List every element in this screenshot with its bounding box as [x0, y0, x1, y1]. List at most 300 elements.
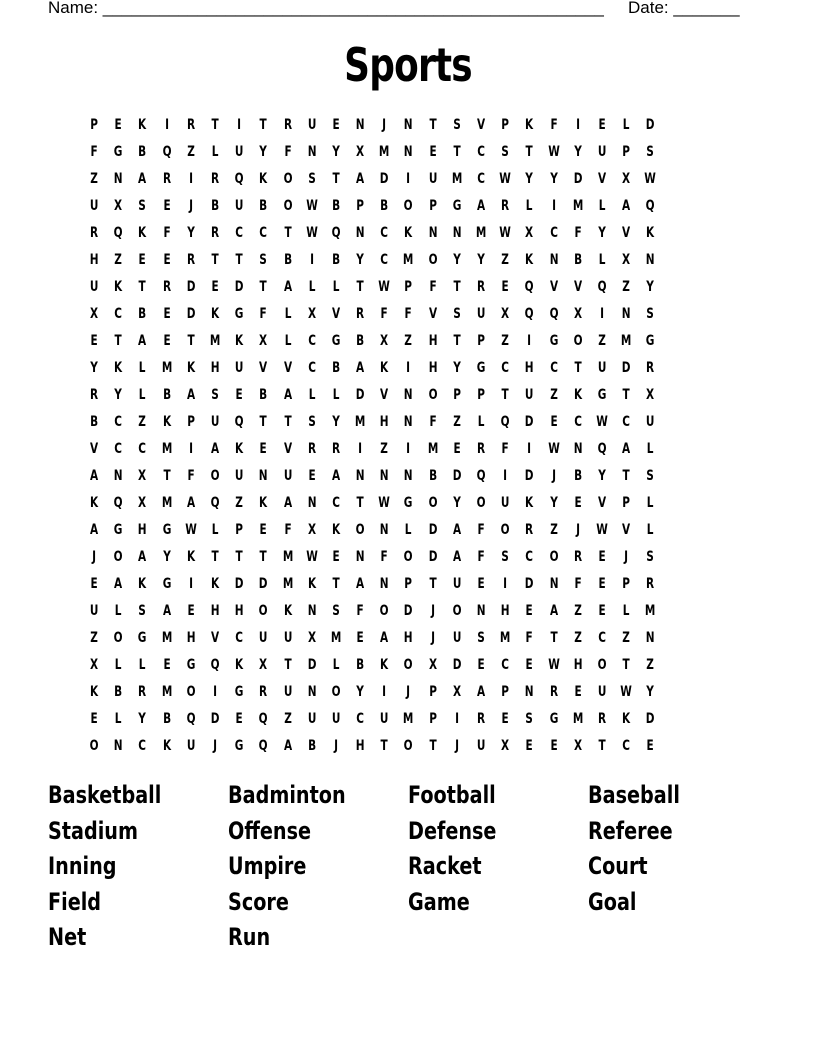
- grid-letter: K: [259, 494, 268, 511]
- grid-letter: W: [499, 170, 512, 187]
- grid-letter: A: [356, 359, 365, 376]
- grid-letter: W: [644, 170, 657, 187]
- grid-letter: K: [622, 710, 631, 727]
- grid-letter: G: [597, 386, 607, 403]
- grid-letter: X: [646, 386, 655, 403]
- grid-letter: L: [332, 386, 340, 403]
- grid-letter: D: [646, 710, 655, 727]
- grid-letter: K: [573, 386, 582, 403]
- grid-letter: D: [210, 710, 220, 727]
- grid-letter: P: [428, 197, 437, 214]
- grid-letter: K: [210, 575, 220, 592]
- grid-letter: X: [525, 224, 534, 241]
- grid-letter: Z: [90, 629, 98, 646]
- grid-letter: J: [454, 737, 459, 754]
- grid-letter: Q: [597, 440, 607, 457]
- grid-letter: X: [573, 305, 582, 322]
- grid-letter: I: [503, 575, 508, 592]
- grid-letter: U: [283, 467, 292, 484]
- grid-letter: N: [452, 224, 462, 241]
- grid-letter: O: [428, 251, 438, 268]
- grid-letter: Y: [453, 494, 461, 511]
- grid-letter: R: [90, 386, 99, 403]
- grid-letter: E: [477, 575, 485, 592]
- grid-letter: B: [138, 305, 147, 322]
- grid-letter: R: [162, 278, 171, 295]
- grid-letter: J: [334, 737, 338, 754]
- grid-letter: S: [525, 710, 534, 727]
- grid-letter: Y: [549, 494, 558, 511]
- grid-letter: C: [307, 332, 316, 349]
- grid-letter: N: [549, 251, 559, 268]
- grid-letter: N: [404, 413, 413, 430]
- grid-letter: A: [452, 548, 461, 565]
- grid-letter: E: [114, 116, 122, 133]
- grid-letter: Y: [574, 143, 582, 160]
- grid-letter: I: [575, 116, 580, 133]
- grid-letter: Y: [453, 359, 461, 376]
- grid-letter: T: [429, 575, 437, 592]
- grid-letter: C: [573, 413, 582, 430]
- grid-letter: B: [114, 683, 123, 700]
- grid-row: [82, 354, 734, 381]
- grid-letter: A: [477, 683, 486, 700]
- grid-letter: Z: [574, 629, 582, 646]
- grid-letter: S: [646, 143, 655, 160]
- grid-letter: T: [259, 278, 267, 295]
- grid-letter: E: [163, 251, 171, 268]
- grid-letter: K: [331, 521, 341, 538]
- grid-letter: Y: [549, 170, 558, 187]
- grid-letter: S: [138, 602, 147, 619]
- grid-letter: O: [428, 494, 438, 511]
- grid-letter: G: [162, 575, 171, 592]
- grid-letter: E: [525, 737, 534, 754]
- grid-letter: G: [331, 332, 341, 349]
- grid-letter: G: [476, 359, 486, 376]
- grid-letter: X: [138, 494, 147, 511]
- grid-letter: G: [186, 656, 196, 673]
- grid-letter: F: [550, 116, 558, 133]
- grid-letter: O: [597, 656, 607, 673]
- grid-row: [82, 489, 734, 516]
- grid-letter: K: [114, 359, 123, 376]
- grid-letter: Y: [90, 359, 98, 376]
- grid-letter: F: [429, 278, 437, 295]
- grid-letter: F: [404, 305, 413, 322]
- grid-letter: S: [453, 305, 461, 322]
- grid-letter: Y: [453, 251, 461, 268]
- grid-letter: Z: [598, 332, 606, 349]
- grid-letter: M: [161, 359, 172, 376]
- grid-letter: F: [283, 521, 292, 538]
- grid-letter: C: [356, 710, 365, 727]
- grid-letter: U: [89, 602, 99, 619]
- grid-letter: W: [305, 197, 318, 214]
- grid-letter: U: [476, 737, 486, 754]
- grid-letter: L: [526, 197, 533, 214]
- grid-letter: U: [331, 710, 341, 727]
- grid-letter: G: [234, 737, 244, 754]
- grid-letter: C: [622, 737, 631, 754]
- grid-letter: H: [404, 629, 413, 646]
- grid-letter: O: [355, 521, 365, 538]
- grid-letter: P: [235, 521, 244, 538]
- page-title: Sports: [344, 38, 472, 92]
- grid-letter: Q: [549, 305, 559, 322]
- grid-letter: R: [331, 440, 341, 457]
- grid-letter: T: [259, 116, 267, 133]
- grid-letter: B: [162, 386, 171, 403]
- grid-letter: M: [451, 170, 463, 187]
- grid-letter: D: [259, 575, 268, 592]
- grid-letter: H: [355, 737, 365, 754]
- grid-letter: U: [89, 278, 99, 295]
- grid-letter: T: [235, 251, 243, 268]
- grid-row: [82, 408, 734, 435]
- grid-letter: F: [187, 467, 195, 484]
- grid-letter: L: [647, 521, 654, 538]
- grid-letter: T: [332, 575, 340, 592]
- grid-letter: K: [525, 116, 534, 133]
- grid-letter: T: [114, 332, 122, 349]
- grid-letter: T: [525, 143, 534, 160]
- grid-letter: F: [429, 413, 437, 430]
- grid-letter: X: [622, 170, 631, 187]
- word-list: [48, 778, 788, 956]
- word-list-item: Inning: [48, 852, 117, 880]
- grid-letter: U: [89, 197, 99, 214]
- grid-letter: P: [501, 116, 510, 133]
- grid-letter: M: [161, 629, 172, 646]
- word-list-item: Goal: [588, 887, 637, 916]
- grid-letter: A: [283, 494, 292, 511]
- grid-letter: S: [332, 602, 340, 619]
- grid-letter: T: [453, 332, 461, 349]
- grid-letter: I: [164, 116, 169, 133]
- grid-letter: I: [188, 440, 193, 457]
- grid-letter: E: [187, 602, 195, 619]
- grid-letter: X: [501, 737, 510, 754]
- grid-letter: Z: [235, 494, 244, 511]
- grid-letter: S: [307, 413, 316, 430]
- grid-letter: L: [622, 116, 630, 133]
- grid-letter: H: [525, 359, 534, 376]
- grid-letter: C: [380, 224, 389, 241]
- grid-letter: R: [138, 683, 147, 700]
- grid-letter: M: [282, 575, 293, 592]
- grid-letter: Q: [500, 413, 510, 430]
- grid-letter: N: [307, 143, 317, 160]
- grid-letter: N: [404, 467, 413, 484]
- grid-letter: W: [378, 494, 391, 511]
- grid-letter: H: [210, 359, 220, 376]
- grid-letter: D: [186, 305, 196, 322]
- grid-letter: A: [452, 521, 461, 538]
- grid-letter: I: [237, 116, 242, 133]
- grid-letter: Z: [574, 602, 582, 619]
- grid-letter: V: [331, 305, 341, 322]
- grid-letter: E: [356, 629, 364, 646]
- grid-letter: C: [501, 359, 510, 376]
- grid-letter: V: [477, 116, 486, 133]
- grid-letter: Y: [598, 224, 606, 241]
- grid-letter: P: [428, 710, 437, 727]
- grid-letter: G: [234, 683, 244, 700]
- grid-letter: I: [503, 467, 508, 484]
- grid-letter: K: [235, 332, 244, 349]
- grid-letter: M: [403, 251, 414, 268]
- grid-row: [82, 273, 734, 300]
- grid-letter: N: [476, 602, 486, 619]
- grid-letter: D: [234, 278, 244, 295]
- grid-letter: D: [573, 170, 583, 187]
- grid-letter: P: [501, 683, 510, 700]
- grid-letter: D: [355, 386, 365, 403]
- grid-letter: E: [477, 656, 485, 673]
- grid-letter: Z: [453, 413, 461, 430]
- grid-letter: H: [234, 602, 244, 619]
- grid-row: [82, 651, 734, 678]
- word-list-item: Football: [408, 781, 496, 809]
- grid-letter: B: [331, 251, 340, 268]
- grid-letter: G: [234, 305, 244, 322]
- grid-letter: A: [186, 386, 195, 403]
- grid-letter: R: [573, 548, 582, 565]
- grid-letter: H: [428, 332, 438, 349]
- grid-letter: I: [188, 575, 193, 592]
- grid-letter: E: [598, 575, 606, 592]
- grid-letter: B: [307, 737, 316, 754]
- grid-letter: O: [89, 737, 99, 754]
- word-list-item: Field: [48, 887, 102, 916]
- grid-letter: M: [161, 440, 172, 457]
- grid-letter: V: [283, 359, 292, 376]
- grid-row: [82, 435, 734, 462]
- grid-letter: R: [549, 683, 558, 700]
- grid-letter: K: [525, 494, 534, 511]
- grid-letter: O: [404, 548, 413, 565]
- grid-letter: W: [499, 224, 512, 241]
- grid-letter: T: [163, 467, 171, 484]
- word-list-item: Racket: [408, 852, 482, 880]
- grid-letter: T: [453, 143, 461, 160]
- grid-letter: N: [428, 224, 438, 241]
- grid-letter: L: [332, 278, 340, 295]
- grid-letter: E: [525, 656, 534, 673]
- grid-letter: J: [406, 683, 411, 700]
- grid-letter: H: [573, 656, 583, 673]
- grid-letter: A: [90, 467, 99, 484]
- grid-letter: T: [259, 548, 267, 565]
- grid-letter: C: [114, 305, 123, 322]
- grid-letter: D: [379, 170, 389, 187]
- grid-letter: X: [307, 521, 316, 538]
- grid-letter: B: [380, 197, 389, 214]
- grid-letter: Q: [645, 197, 655, 214]
- grid-letter: I: [188, 170, 193, 187]
- grid-letter: S: [138, 197, 147, 214]
- grid-letter: S: [501, 548, 510, 565]
- grid-letter: D: [621, 359, 631, 376]
- grid-letter: L: [647, 494, 654, 511]
- grid-letter: O: [113, 548, 123, 565]
- grid-letter: K: [235, 656, 244, 673]
- grid-letter: E: [163, 197, 171, 214]
- grid-letter: U: [234, 467, 244, 484]
- grid-letter: P: [186, 413, 195, 430]
- grid-letter: T: [622, 656, 630, 673]
- grid-letter: N: [646, 629, 655, 646]
- grid-letter: N: [355, 467, 365, 484]
- grid-letter: E: [550, 413, 558, 430]
- grid-letter: U: [259, 629, 268, 646]
- grid-letter: T: [550, 629, 558, 646]
- word-list-item: Court: [588, 852, 648, 880]
- grid-letter: L: [114, 602, 122, 619]
- grid-letter: E: [550, 737, 558, 754]
- grid-letter: U: [501, 494, 510, 511]
- grid-letter: U: [186, 737, 196, 754]
- grid-letter: P: [404, 278, 413, 295]
- grid-letter: R: [356, 305, 365, 322]
- grid-letter: F: [501, 440, 509, 457]
- grid-letter: W: [620, 683, 633, 700]
- grid-letter: Y: [332, 413, 340, 430]
- grid-letter: O: [452, 602, 462, 619]
- grid-letter: U: [476, 305, 486, 322]
- grid-letter: O: [113, 629, 123, 646]
- grid-letter: S: [477, 629, 485, 646]
- grid-letter: G: [113, 521, 123, 538]
- grid-letter: L: [477, 413, 485, 430]
- grid-letter: M: [572, 197, 584, 214]
- grid-letter: L: [405, 521, 412, 538]
- grid-letter: C: [549, 224, 558, 241]
- grid-letter: B: [283, 251, 292, 268]
- grid-letter: K: [186, 548, 195, 565]
- grid-letter: E: [163, 332, 171, 349]
- grid-letter: F: [574, 224, 582, 241]
- grid-letter: U: [307, 116, 317, 133]
- grid-letter: O: [283, 170, 293, 187]
- grid-row: [82, 300, 734, 327]
- grid-letter: Q: [162, 143, 172, 160]
- grid-letter: C: [138, 440, 147, 457]
- grid-row: [82, 570, 734, 597]
- grid-letter: N: [573, 440, 583, 457]
- grid-letter: O: [186, 683, 196, 700]
- grid-letter: T: [211, 251, 219, 268]
- grid-letter: T: [235, 548, 243, 565]
- grid-letter: A: [283, 278, 292, 295]
- grid-letter: Z: [138, 413, 147, 430]
- grid-letter: I: [454, 710, 459, 727]
- grid-letter: E: [163, 656, 171, 673]
- grid-letter: K: [259, 170, 268, 187]
- grid-letter: T: [622, 467, 630, 484]
- grid-letter: D: [234, 575, 244, 592]
- grid-letter: Z: [646, 656, 655, 673]
- grid-letter: E: [235, 386, 243, 403]
- grid-letter: F: [283, 143, 292, 160]
- grid-letter: J: [551, 467, 556, 484]
- grid-letter: N: [646, 251, 655, 268]
- grid-letter: G: [452, 197, 462, 214]
- grid-letter: T: [284, 656, 292, 673]
- grid-letter: M: [403, 710, 414, 727]
- grid-letter: Q: [331, 224, 341, 241]
- grid-letter: F: [380, 305, 388, 322]
- grid-letter: I: [551, 197, 556, 214]
- grid-letter: P: [622, 575, 631, 592]
- grid-letter: N: [379, 575, 389, 592]
- grid-letter: E: [429, 143, 437, 160]
- grid-letter: U: [597, 359, 607, 376]
- grid-row: [82, 192, 734, 219]
- grid-letter: R: [210, 170, 220, 187]
- grid-letter: U: [597, 683, 607, 700]
- grid-letter: R: [477, 710, 486, 727]
- grid-letter: C: [380, 251, 389, 268]
- grid-letter: H: [379, 413, 389, 430]
- grid-letter: C: [477, 143, 485, 160]
- grid-letter: X: [259, 332, 268, 349]
- grid-letter: T: [259, 413, 267, 430]
- grid-letter: C: [235, 224, 244, 241]
- grid-letter: E: [646, 737, 654, 754]
- grid-letter: A: [114, 575, 123, 592]
- grid-letter: S: [646, 305, 655, 322]
- word-list-item: Score: [228, 887, 289, 916]
- grid-letter: H: [186, 629, 196, 646]
- grid-letter: A: [331, 467, 341, 484]
- grid-letter: K: [138, 575, 147, 592]
- grid-letter: U: [428, 170, 437, 187]
- grid-letter: I: [527, 440, 532, 457]
- grid-letter: B: [331, 197, 340, 214]
- grid-letter: W: [305, 224, 318, 241]
- letter-grid: [82, 111, 734, 759]
- grid-letter: E: [163, 305, 171, 322]
- grid-letter: R: [259, 683, 268, 700]
- grid-letter: A: [283, 386, 292, 403]
- grid-letter: Q: [476, 467, 486, 484]
- grid-row: [82, 597, 734, 624]
- grid-letter: T: [453, 278, 461, 295]
- grid-letter: B: [573, 467, 582, 484]
- date-field[interactable]: Date: _______: [628, 0, 740, 17]
- grid-letter: H: [138, 521, 147, 538]
- grid-letter: K: [283, 602, 292, 619]
- grid-letter: X: [380, 332, 389, 349]
- name-field[interactable]: Name: _____________________________________________________: [48, 0, 604, 17]
- grid-letter: U: [234, 197, 244, 214]
- grid-letter: J: [213, 737, 217, 754]
- grid-letter: N: [549, 575, 559, 592]
- grid-letter: G: [404, 494, 413, 511]
- grid-letter: Y: [356, 251, 364, 268]
- grid-letter: Y: [332, 143, 340, 160]
- grid-letter: V: [428, 305, 437, 322]
- grid-letter: N: [113, 170, 123, 187]
- grid-letter: I: [527, 332, 532, 349]
- grid-letter: A: [477, 197, 486, 214]
- grid-letter: X: [90, 656, 99, 673]
- grid-letter: X: [138, 467, 147, 484]
- grid-letter: A: [380, 629, 389, 646]
- grid-letter: D: [307, 656, 317, 673]
